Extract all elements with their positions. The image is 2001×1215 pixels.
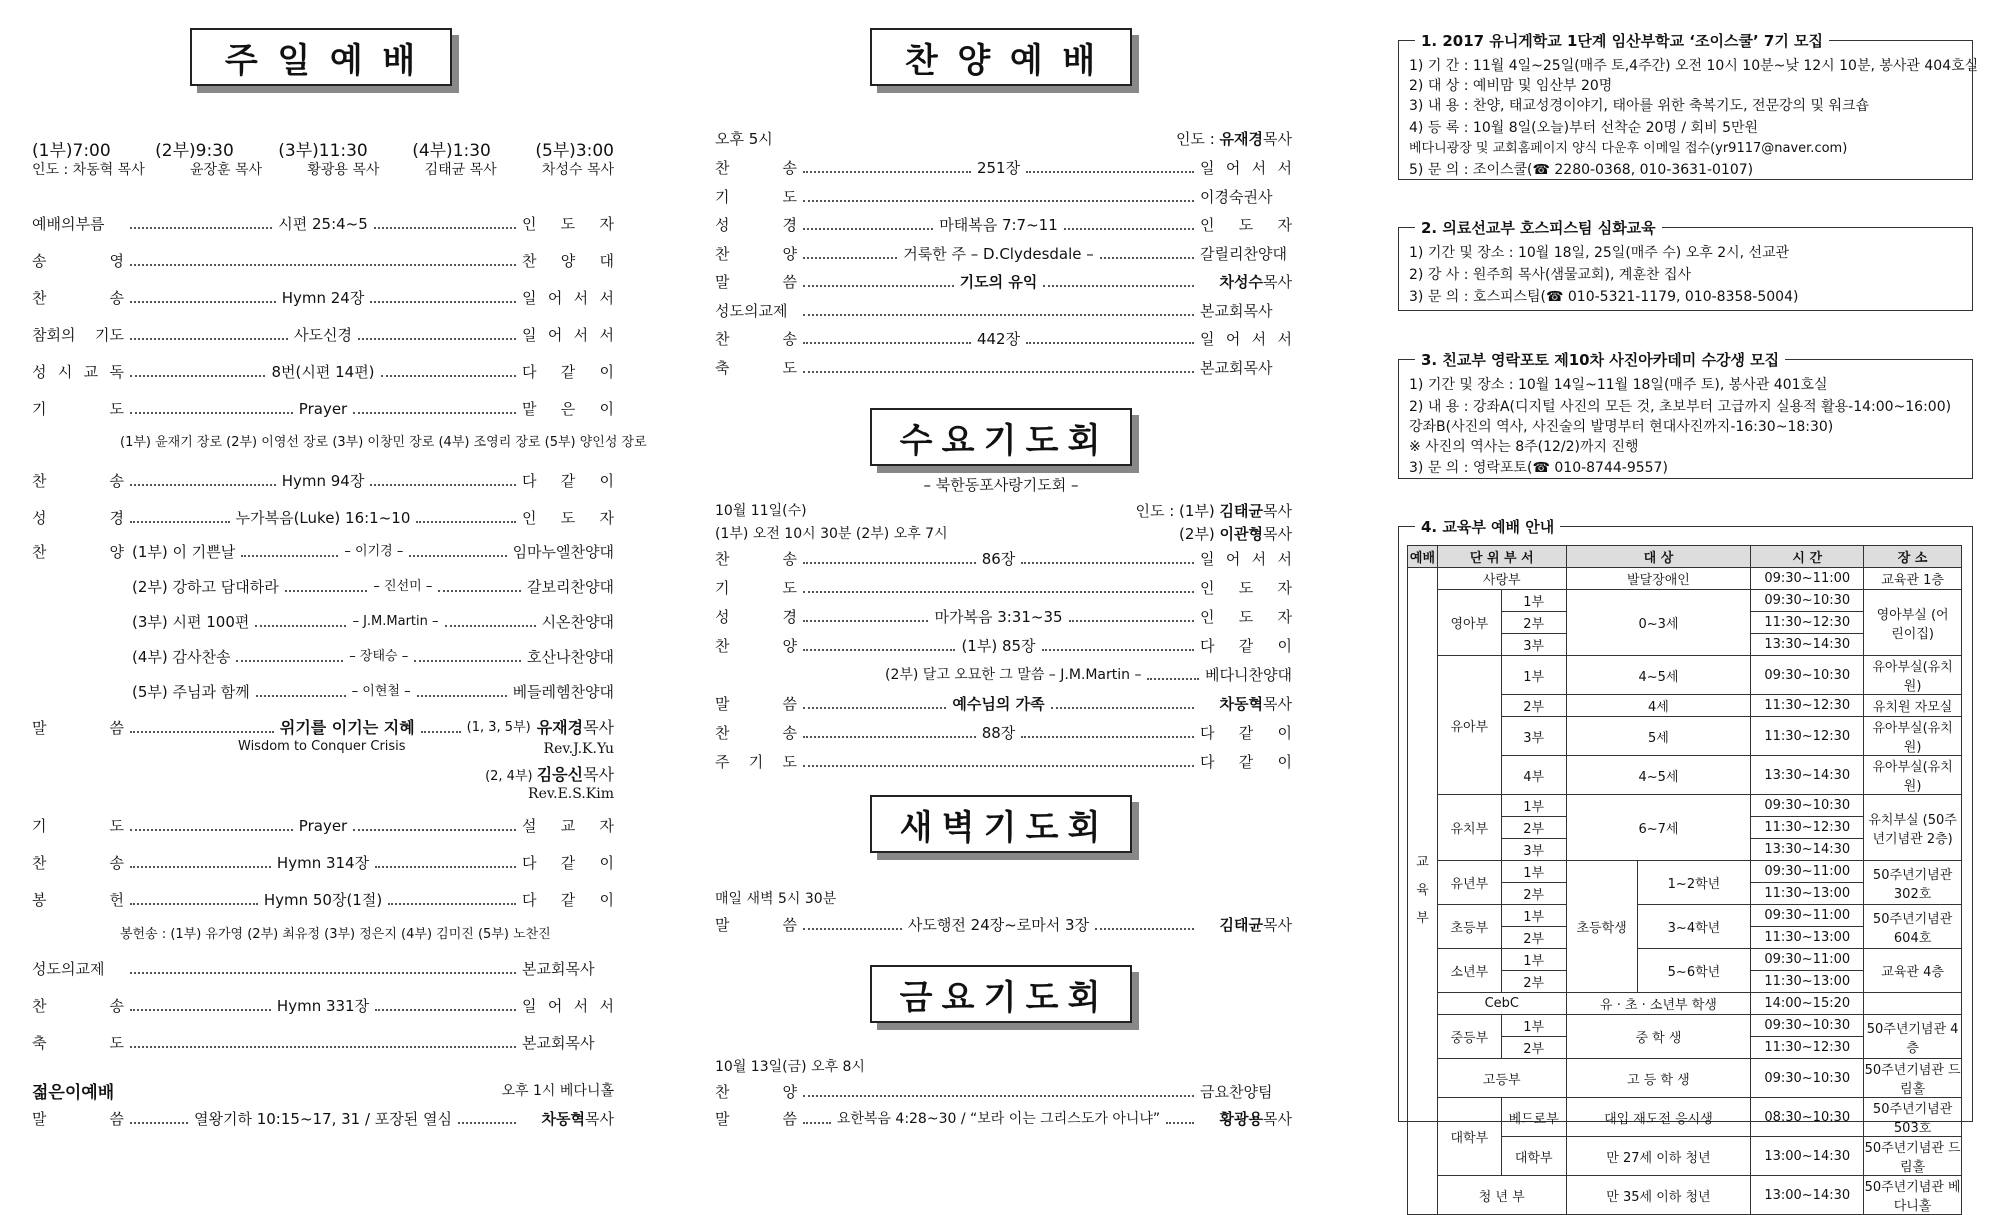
sermon-alt-pastor: (2, 4부) 김응신목사: [485, 765, 614, 784]
order-row: [715, 751, 1292, 773]
dawn-title-char: 회: [1067, 807, 1103, 848]
dot-leader: [388, 903, 516, 905]
dot-leader: [130, 301, 276, 303]
order-responsible: 금요찬양팀: [1200, 1083, 1273, 1101]
table-row: 초등부 1부 09:30~11:00 50주년기념관 604호: [1408, 905, 1962, 927]
prayer-note: (1부) 윤재기 장로 (2부) 이영선 장로 (3부) 이창민 장로 (4부) 조영리 장로 (5부) 양인성 장로: [120, 435, 647, 450]
order-content: 86장: [981, 550, 1016, 568]
order-row: [715, 914, 1292, 936]
dot-leader: [1021, 562, 1194, 564]
dot-leader: [130, 338, 288, 340]
order-responsible: 일 어 서 서: [1200, 550, 1292, 568]
order-label: 찬 송: [715, 159, 797, 177]
order-label: 축 도: [32, 1034, 124, 1052]
dot-leader: [1026, 171, 1194, 173]
sermon-subtitle: Wisdom to Conquer Crisis: [238, 739, 406, 754]
friday-title-char: 금: [899, 977, 935, 1018]
dawn-title-char: 벽: [941, 807, 977, 848]
order-responsible: 다 같 이: [522, 891, 615, 909]
youth-worship-time: 오후 1시 베다니홀: [501, 1083, 614, 1099]
order-responsible: 맡 은 이: [522, 400, 615, 418]
dot-leader: [130, 903, 258, 905]
offering-note: 봉헌송 : (1부) 유가영 (2부) 최유정 (3부) 정은지 (4부) 김미진 (5부) 노찬진: [120, 927, 551, 942]
notice-2-title: 2. 의료선교부 호스피스팀 심화교육: [1415, 217, 1662, 238]
order-content: 251장: [976, 159, 1021, 177]
dot-leader: [803, 1095, 1194, 1097]
order-content: 예수님의 가족: [952, 695, 1045, 713]
sermon-row: 말 씀 위기를 이기는 지혜 (1, 3, 5부) 유재경목사: [32, 718, 614, 737]
order-responsible: 일 어 서 서: [522, 326, 614, 344]
dot-leader: [130, 972, 516, 974]
pastor-english-name: Rev.J.K.Yu: [543, 741, 614, 757]
dawn-title-char: 도: [1025, 807, 1061, 848]
dot-leader: [130, 264, 516, 266]
order-row: [715, 186, 1292, 208]
order-responsible: 다 같 이: [1200, 724, 1293, 742]
order-label: 성 경: [715, 216, 797, 234]
order-content: 기도의 유익: [959, 273, 1038, 291]
dot-leader: [803, 591, 1194, 593]
dot-leader: [130, 866, 271, 868]
wednesday-title-char: 도: [1025, 420, 1061, 461]
order-responsible: 다 같 이: [522, 854, 615, 872]
table-row: 4부 4~5세 13:30~14:30 유아부실(유치원): [1408, 756, 1962, 795]
order-row: [715, 243, 1292, 265]
order-responsible: 다 같 이: [1200, 753, 1292, 771]
order-content: 시편 25:4~5: [278, 215, 368, 233]
wednesday-title-char: 회: [1067, 420, 1103, 461]
order-content: 마태복음 7:7~11: [939, 216, 1058, 234]
order-label: 말 씀: [715, 1110, 797, 1128]
table-row: 유치부 1부 6~7세 09:30~10:30 유치부실 (50주년기념관 2층): [1408, 795, 1962, 817]
choir-row: [32, 611, 614, 633]
friday-title-char: 도: [1025, 977, 1061, 1018]
order-row: [32, 995, 614, 1017]
order-label: 기 도: [715, 187, 797, 206]
praise-title-char: 배: [1062, 40, 1098, 81]
order-responsible: 일 어 서 서: [522, 289, 614, 307]
edu-side-label: 교 육 부: [1408, 568, 1438, 1215]
order-label: 봉 헌: [32, 891, 124, 909]
table-row: 청 년 부 만 35세 이하 청년 13:00~14:30 50주년기념관 베다니홀: [1408, 1176, 1962, 1215]
order-responsible: 인 도 자: [1200, 608, 1293, 626]
dot-leader: [358, 338, 516, 340]
order-responsible: 다 같 이: [1200, 637, 1292, 655]
order-row: [32, 470, 614, 492]
order-label: 말 씀: [715, 916, 797, 934]
dot-leader: [130, 375, 265, 377]
order-responsible: 다 같 이: [522, 472, 614, 490]
choir-name: 베들레헴찬양대: [512, 683, 614, 701]
order-content: 거룩한 주 – D.Clydesdale –: [903, 244, 1094, 263]
order-label: 성도의교제: [32, 960, 105, 978]
dot-leader: [130, 1009, 271, 1011]
dawn-title-char: 새: [899, 807, 935, 848]
order-row: [715, 635, 1292, 657]
choir-row: [32, 576, 614, 598]
order-responsible: 인 도 자: [522, 215, 615, 233]
order-row: [32, 398, 614, 420]
order-label: 말 씀: [715, 695, 797, 713]
table-row: 유년부 1부 초등학생 1~2학년 3~4학년 5~6학년 09:30~11:00 50주년기념관 302호: [1408, 861, 1962, 883]
order-responsible: 일 어 서 서: [1200, 159, 1292, 177]
order-content: (1부) 85장: [961, 637, 1036, 655]
order-responsible: 인 도 자: [522, 509, 615, 527]
dot-leader: [803, 285, 954, 287]
order-row: [715, 693, 1292, 715]
order-label: 찬 양: [715, 1083, 797, 1101]
order-label: 성 경: [32, 509, 124, 527]
order-content: 누가복음(Luke) 16:1~10: [235, 509, 411, 527]
table-row: 예배 단 위 부 서 대 상 시 간 장 소: [1408, 546, 1962, 568]
table-row: 소년부 1부 09:30~11:00 교육관 4층: [1408, 949, 1962, 971]
dot-leader: [803, 171, 971, 173]
order-content: 8번(시편 14편): [271, 363, 375, 381]
table-row: 2부 11:30~13:00: [1408, 927, 1962, 949]
table-row: 2부 4세 11:30~12:30 유치원 자모실: [1408, 695, 1962, 717]
order-row: [715, 577, 1292, 599]
order-row: [715, 157, 1292, 179]
choir-composer: – 진선미 –: [373, 579, 433, 594]
order-label: 찬 송: [715, 724, 797, 742]
dot-leader: [1069, 620, 1194, 622]
order-row: [715, 271, 1292, 293]
choir-row: (2부) 달고 오묘한 그 말씀 – J.M.Martin – 베다니찬양대: [885, 666, 1292, 684]
order-row: [32, 287, 614, 309]
choir-name: 호산나찬양대: [527, 648, 614, 666]
sunday-title-char: 일: [277, 40, 313, 81]
order-responsible: 갈릴리찬양대: [1200, 244, 1287, 263]
order-label: 찬 송: [715, 330, 797, 348]
dot-leader: [1166, 1122, 1194, 1124]
choir-piece: (2부) 강하고 담대하라: [132, 578, 279, 596]
order-content: 442장: [976, 330, 1021, 348]
dot-leader: [1051, 707, 1194, 709]
wednesday-title-box: [870, 408, 1132, 466]
order-row: [715, 606, 1292, 628]
dot-leader: [130, 412, 293, 414]
notice-3-title: 3. 친교부 영락포토 제10차 사진아카데미 수강생 모집: [1415, 349, 1785, 370]
order-label: 성도의교제: [715, 301, 788, 320]
order-row: [32, 1032, 614, 1054]
dot-leader: [803, 342, 971, 344]
order-content: Hymn 314장: [276, 854, 370, 872]
dot-leader: [1021, 736, 1194, 738]
dot-leader: [1100, 257, 1194, 259]
dot-leader: [130, 484, 276, 486]
order-label: 참회의 기도: [32, 326, 124, 344]
notice-1-title: 1. 2017 유니게학교 1단계 임산부학교 ‘조이스쿨’ 7기 모집: [1415, 30, 1829, 51]
table-row: 대학부 만 27세 이하 청년 13:00~14:30 50주년기념관 드림홀: [1408, 1137, 1962, 1176]
order-content: 사도신경: [294, 326, 352, 344]
order-label: 찬 송: [32, 854, 124, 872]
order-label: 축 도: [715, 358, 797, 377]
friday-title-char: 요: [941, 977, 977, 1018]
sermon-title: 위기를 이기는 지혜: [279, 718, 415, 737]
dot-leader: [458, 1122, 516, 1124]
praise-title-char: 예: [1009, 40, 1045, 81]
order-row: [32, 815, 614, 837]
dot-leader: [381, 375, 516, 377]
notice-4-title: 4. 교육부 예배 안내: [1415, 516, 1560, 537]
wednesday-leader2: (2부) 이관형목사: [1179, 525, 1292, 543]
order-responsible: 인 도 자: [1200, 579, 1292, 597]
order-content: 마가복음 3:31~35: [934, 608, 1063, 626]
order-content: 열왕기하 10:15~17, 31 / 포장된 열심: [193, 1110, 453, 1128]
choir-composer: – 이기경 –: [344, 544, 404, 559]
order-row: [32, 889, 614, 911]
order-content: Hymn 24장: [281, 289, 365, 307]
order-label: 말 씀: [715, 273, 797, 291]
dot-leader: [1042, 649, 1194, 651]
praise-leader: 인도 : 유재경목사: [1175, 130, 1292, 148]
order-content: Hymn 50장(1절): [263, 891, 383, 909]
order-label: 예배의부름: [32, 215, 105, 233]
order-responsible: 황광용목사: [1219, 1110, 1293, 1128]
table-row: 중등부 1부 중 학 생 09:30~10:30 50주년기념관 4층: [1408, 1015, 1962, 1037]
order-responsible: 일 어 서 서: [1200, 330, 1292, 348]
dot-leader: [416, 521, 516, 523]
table-row: 고등부 고 등 학 생 09:30~10:30 50주년기념관 드림홀: [1408, 1059, 1962, 1098]
choir-piece: (1부) 이 기쁜날: [132, 543, 236, 561]
order-row: [715, 328, 1292, 350]
dawn-title-char: 기: [983, 807, 1019, 848]
order-row: [715, 357, 1292, 379]
order-label: 주 기 도: [715, 753, 797, 771]
notice-2: 2. 의료선교부 호스피스팀 심화교육 1) 기간 및 장소 : 10월 18일, 25일(매주 수) 오후 2시, 선교관 2) 강 사 : 원주희 목사(샘물교회), 계훈찬 집사 3) 문 의 : 호스피스팀(☎ 010-5321-1179, 010-8358-5004): [1398, 227, 1973, 311]
order-responsible: 차성수목사: [1219, 273, 1292, 291]
dot-leader: [375, 866, 516, 868]
choir-composer: – J.M.Martin –: [352, 614, 439, 629]
table-row: 유아부 1부 4~5세 09:30~10:30 유아부실(유치원): [1408, 656, 1962, 695]
sunday-title-char: 배: [382, 40, 418, 81]
table-row: 교 육 부 사랑부 발달장애인 09:30~11:00 교육관 1층: [1408, 568, 1962, 590]
table-row: 2부 11:30~12:30: [1408, 1037, 1962, 1059]
order-content: Prayer: [298, 400, 348, 418]
wednesday-title-char: 요: [941, 420, 977, 461]
order-row: [32, 507, 614, 529]
order-responsible: 차동혁목사: [541, 1110, 615, 1128]
order-row: [32, 324, 614, 346]
dot-leader: [803, 257, 897, 259]
dot-leader: [130, 1122, 188, 1124]
dot-leader: [803, 228, 933, 230]
order-responsible: 차동혁목사: [1219, 695, 1293, 713]
order-label: 찬 양: [715, 637, 797, 655]
order-content: 요한복음 4:28~30 / “보라 이는 그리스도가 아니냐”: [836, 1111, 1161, 1127]
order-responsible: 일 어 서 서: [522, 997, 614, 1015]
order-responsible: 본교회목사: [522, 960, 595, 978]
order-row: [32, 250, 614, 272]
dot-leader: [130, 521, 230, 523]
friday-title-char: 기: [983, 977, 1019, 1018]
dot-leader: [803, 736, 976, 738]
table-row: 3부 13:30~14:30: [1408, 839, 1962, 861]
dot-leader: [353, 829, 516, 831]
order-responsible: 다 같 이: [522, 363, 615, 381]
table-row: 대학부 베드로부 대입 재도전 응시생 08:30~10:30 50주년기념관 503호: [1408, 1098, 1962, 1137]
dot-leader: [1064, 228, 1194, 230]
order-row: [715, 1108, 1292, 1130]
choir-piece: (3부) 시편 100편: [132, 613, 250, 631]
dot-leader: [353, 412, 516, 414]
dot-leader: [1095, 928, 1194, 930]
table-row: 3부 13:30~14:30: [1408, 634, 1962, 656]
table-row: 2부 11:30~12:30: [1408, 612, 1962, 634]
friday-title-char: 회: [1067, 977, 1103, 1018]
order-responsible: 찬 양 대: [522, 252, 614, 270]
dot-leader: [803, 314, 1194, 316]
order-row: [32, 361, 614, 383]
order-row: [32, 1108, 614, 1130]
table-row: 영아부 1부 0~3세 09:30~10:30 영아부실 (어린이집): [1408, 590, 1962, 612]
order-label: 찬 송: [32, 289, 124, 307]
order-responsible: 본교회목사: [1200, 301, 1273, 320]
wednesday-date: 10월 11일(수): [715, 503, 807, 519]
sunday-times: (1부)7:00 (2부)9:30 (3부)11:30 (4부)1:30 (5부)3:00: [32, 141, 614, 161]
order-label: 찬 송: [715, 550, 797, 568]
table-row: CebC 유 · 초 · 소년부 학생 14:00~15:20: [1408, 993, 1962, 1015]
wednesday-times: (1부) 오전 10시 30분 (2부) 오후 7시: [715, 526, 948, 542]
notice-3: 3. 친교부 영락포토 제10차 사진아카데미 수강생 모집 1) 기간 및 장소 : 10월 14일~11월 18일(매주 토), 봉사관 401호실 2) 내 용 : 강좌A(디지털 사진의 모든 것, 초보부터 고급까지 실용적 활용-14:00~16:00) 강좌B(사진의 역사, 사진술의 발명부터 현대사진까지-16:30~18:30) ※ 사진의 역사는 8주(12/2)까지 진행 3) 문 의 : 영락포토(☎ 010-8744-9557): [1398, 359, 1973, 479]
praise-title-char: 찬: [904, 40, 940, 81]
order-row: [32, 958, 614, 980]
order-responsible: 본교회목사: [1200, 358, 1273, 377]
dot-leader: [374, 227, 516, 229]
dot-leader: [370, 301, 516, 303]
order-label: 송 영: [32, 252, 124, 270]
dot-leader: [375, 1009, 516, 1011]
praise-title-char: 양: [957, 40, 993, 81]
dot-leader: [1026, 342, 1194, 344]
praise-title-box: [870, 28, 1132, 86]
sunday-title-char: 예: [329, 40, 365, 81]
order-label: 찬 송: [32, 997, 124, 1015]
table-row: 2부 11:30~12:30: [1408, 817, 1962, 839]
dot-leader: [803, 1122, 831, 1124]
order-label: 말 씀: [32, 1110, 124, 1128]
order-label: 찬 송: [32, 472, 124, 490]
wednesday-title-char: 기: [983, 420, 1019, 461]
wednesday-title-char: 수: [899, 420, 935, 461]
dot-leader: [1043, 285, 1194, 287]
order-content: Hymn 94장: [281, 472, 365, 490]
order-row: [715, 300, 1292, 322]
order-label: 기 도: [32, 817, 124, 835]
choir-row: [32, 681, 614, 703]
dawn-title-box: [870, 795, 1132, 853]
choir-row: [32, 646, 614, 668]
order-label: 기 도: [715, 579, 797, 597]
dot-leader: [130, 829, 293, 831]
choir-composer: – 장태승 –: [349, 649, 409, 664]
table-row: 3부 5세 11:30~12:30 유아부실(유치원): [1408, 717, 1962, 756]
pastor-english-name: Rev.E.S.Kim: [528, 786, 614, 802]
choir-name: 임마누엘찬양대: [512, 543, 614, 561]
dot-leader: [370, 484, 516, 486]
dot-leader: [803, 928, 902, 930]
wednesday-subtitle: – 북한동포사랑기도회 –: [923, 476, 1079, 494]
dot-leader: [803, 562, 976, 564]
dot-leader: [803, 765, 1194, 767]
order-row: [715, 214, 1292, 236]
choir-row: 찬 양 (1부) 이 기쁜날 – 이기경 – 임마누엘찬양대: [32, 543, 614, 561]
order-content: Prayer: [298, 817, 348, 835]
choir-piece: (4부) 감사찬송: [132, 648, 231, 666]
order-label: 성 시 교 독: [32, 363, 124, 381]
dot-leader: [803, 707, 946, 709]
youth-worship-title: 젊은이예배: [32, 1083, 115, 1103]
dot-leader: [130, 1046, 516, 1048]
order-responsible: 본교회목사: [522, 1034, 595, 1052]
order-responsible: 이경숙권사: [1200, 187, 1273, 206]
sunday-title-box: [190, 28, 452, 86]
dot-leader: [803, 620, 928, 622]
notice-1: 1. 2017 유니게학교 1단계 임산부학교 ‘조이스쿨’ 7기 모집 1) 기 간 : 11월 4일~25일(매주 토,4주간) 오전 10시 10분~낮 12시 10분, 봉사관 404호실 2) 대 상 : 예비맘 및 임산부 20명 3) 내 용 : 찬양, 태교성경이야기, 태아를 위한 축복기도, 전문강의 및 워크숍 4) 등 록 : 10월 8일(오늘)부터 선착순 20명 / 회비 5만원 베다니광장 및 교회홈페이지 양식 다운후 이메일 접수(yr9117@naver.com) 5) 문 의 : 조이스쿨(☎ 2280-0368, 010-3631-0107): [1398, 40, 1973, 180]
order-row: [715, 1081, 1292, 1103]
order-label: 기 도: [32, 400, 124, 418]
choir-name: 시온찬양대: [541, 613, 615, 631]
order-content: 88장: [981, 724, 1016, 742]
dawn-time: 매일 새벽 5시 30분: [715, 891, 837, 907]
order-label: 성 경: [715, 608, 797, 626]
dot-leader: [803, 649, 955, 651]
edu-table: [1407, 545, 1962, 1215]
order-responsible: 설 교 자: [522, 817, 615, 835]
order-content: 사도행전 24장~로마서 3장: [907, 916, 1090, 934]
choir-composer: – 이현철 –: [351, 684, 411, 699]
wednesday-leader1: 인도 : (1부) 김태균목사: [1135, 502, 1292, 520]
dot-leader: [130, 227, 272, 229]
choir-piece: (5부) 주님과 함께: [132, 683, 250, 701]
table-row: 2부 11:30~13:00: [1408, 883, 1962, 905]
dot-leader: [803, 200, 1194, 202]
friday-date: 10월 13일(금) 오후 8시: [715, 1059, 865, 1075]
order-row: [32, 852, 614, 874]
order-row: [715, 722, 1292, 744]
order-responsible: 김태균목사: [1219, 916, 1292, 934]
order-content: Hymn 331장: [276, 997, 370, 1015]
dot-leader: [803, 371, 1194, 373]
table-row: 2부 11:30~13:00: [1408, 971, 1962, 993]
praise-time: 오후 5시: [715, 130, 773, 148]
sunday-leaders: 인도 : 차동혁 목사 윤장훈 목사 황광용 목사 김태균 목사 차성수 목사: [32, 162, 614, 178]
order-row: [715, 548, 1292, 570]
sunday-title-char: 주: [224, 40, 260, 81]
order-label: 찬 양: [715, 244, 797, 263]
choir-name: 갈보리찬양대: [527, 578, 614, 596]
order-row: [32, 213, 614, 235]
order-responsible: 인 도 자: [1200, 216, 1292, 234]
friday-title-box: [870, 965, 1132, 1023]
